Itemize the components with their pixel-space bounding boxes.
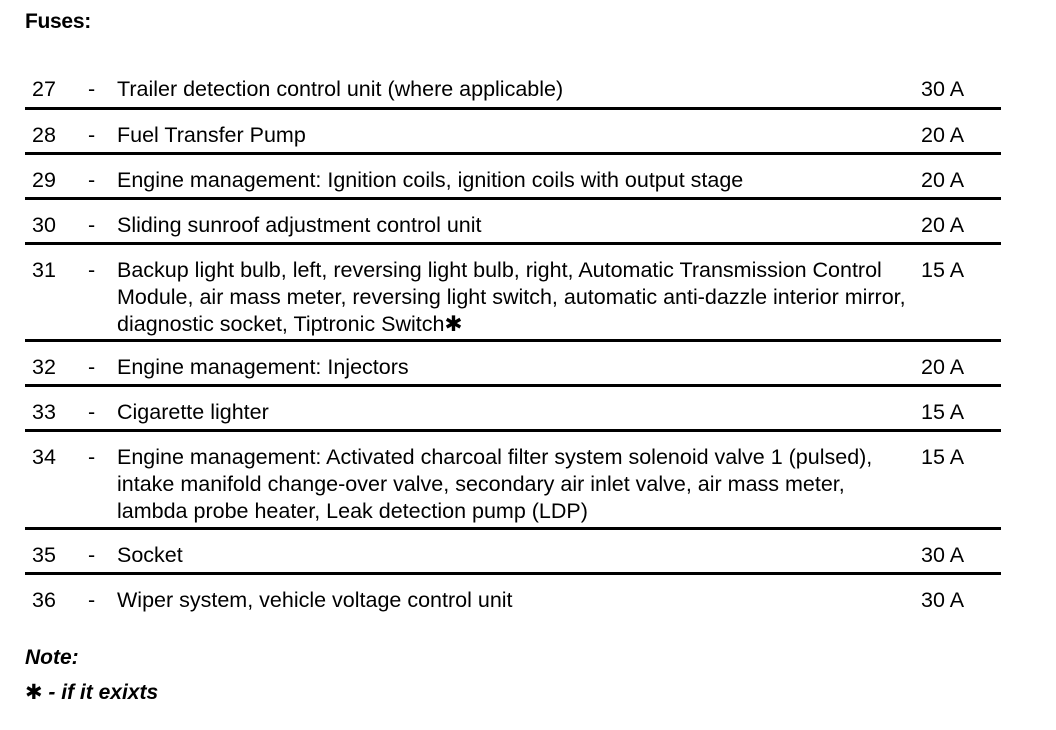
separator-dash: - xyxy=(88,355,96,379)
note-text: ✱ - if it exixts xyxy=(25,681,159,704)
fuse-description: Engine management: Ignition coils, ignition coils with output stage xyxy=(117,168,744,192)
fuse-description: Wiper system, vehicle voltage control unit xyxy=(117,588,513,612)
fuse-description: Fuel Transfer Pump xyxy=(117,123,306,147)
separator-dash: - xyxy=(88,445,96,469)
fuse-amperage: 20 A xyxy=(921,168,965,192)
fuse-description: Cigarette lighter xyxy=(117,400,269,424)
separator-dash: - xyxy=(88,588,96,612)
fuse-number: 27 xyxy=(32,77,56,101)
table-row xyxy=(25,432,1001,530)
fuse-number: 34 xyxy=(32,445,56,469)
fuse-table xyxy=(25,64,1001,620)
separator-dash: - xyxy=(88,77,96,101)
fuse-number: 28 xyxy=(32,123,56,147)
fuse-number: 29 xyxy=(32,168,56,192)
fuse-amperage: 15 A xyxy=(921,400,965,424)
table-row xyxy=(25,387,1001,432)
separator-dash: - xyxy=(88,213,96,237)
table-row xyxy=(25,342,1001,387)
fuse-amperage: 15 A xyxy=(921,445,965,469)
fuse-description: Engine management: Injectors xyxy=(117,355,409,379)
fuse-amperage: 20 A xyxy=(921,355,965,379)
table-row xyxy=(25,155,1001,200)
fuse-number: 33 xyxy=(32,400,56,424)
table-row xyxy=(25,245,1001,342)
table-row xyxy=(25,530,1001,575)
separator-dash: - xyxy=(88,123,96,147)
table-row xyxy=(25,200,1001,245)
table-row xyxy=(25,575,1001,620)
fuse-number: 31 xyxy=(32,258,56,282)
fuse-description: Sliding sunroof adjustment control unit xyxy=(117,213,482,237)
fuse-amperage: 20 A xyxy=(921,123,965,147)
fuse-number: 32 xyxy=(32,355,56,379)
table-row xyxy=(25,110,1001,155)
fuse-description: Trailer detection control unit (where applicable) xyxy=(117,77,564,101)
fuse-number: 35 xyxy=(32,543,56,567)
separator-dash: - xyxy=(88,400,96,424)
fuse-amperage: 30 A xyxy=(921,543,965,567)
fuse-description: Engine management: Activated charcoal filter system solenoid valve 1 (pulsed), intake manifold change-over valve, secondary air inlet valve, air mass meter, lambda probe heater, Leak detection pump (LDP) xyxy=(117,445,873,523)
fuse-number: 36 xyxy=(32,588,56,612)
fuse-amperage: 30 A xyxy=(921,77,965,101)
separator-dash: - xyxy=(88,168,96,192)
separator-dash: - xyxy=(88,543,96,567)
table-row xyxy=(25,64,1001,110)
fuse-amperage: 20 A xyxy=(921,213,965,237)
fuse-number: 30 xyxy=(32,213,56,237)
page-title: Fuses: xyxy=(25,10,91,33)
fuse-description: Backup light bulb, left, reversing light bulb, right, Automatic Transmission Control Module, air mass meter, reversing light switch, automatic anti-dazzle interior mirror, diagnostic socket, Tiptronic Switch✱ xyxy=(117,258,906,336)
separator-dash: - xyxy=(88,258,96,282)
note-title: Note: xyxy=(25,646,79,669)
fuse-description: Socket xyxy=(117,543,183,567)
fuse-amperage: 30 A xyxy=(921,588,965,612)
fuse-amperage: 15 A xyxy=(921,258,965,282)
